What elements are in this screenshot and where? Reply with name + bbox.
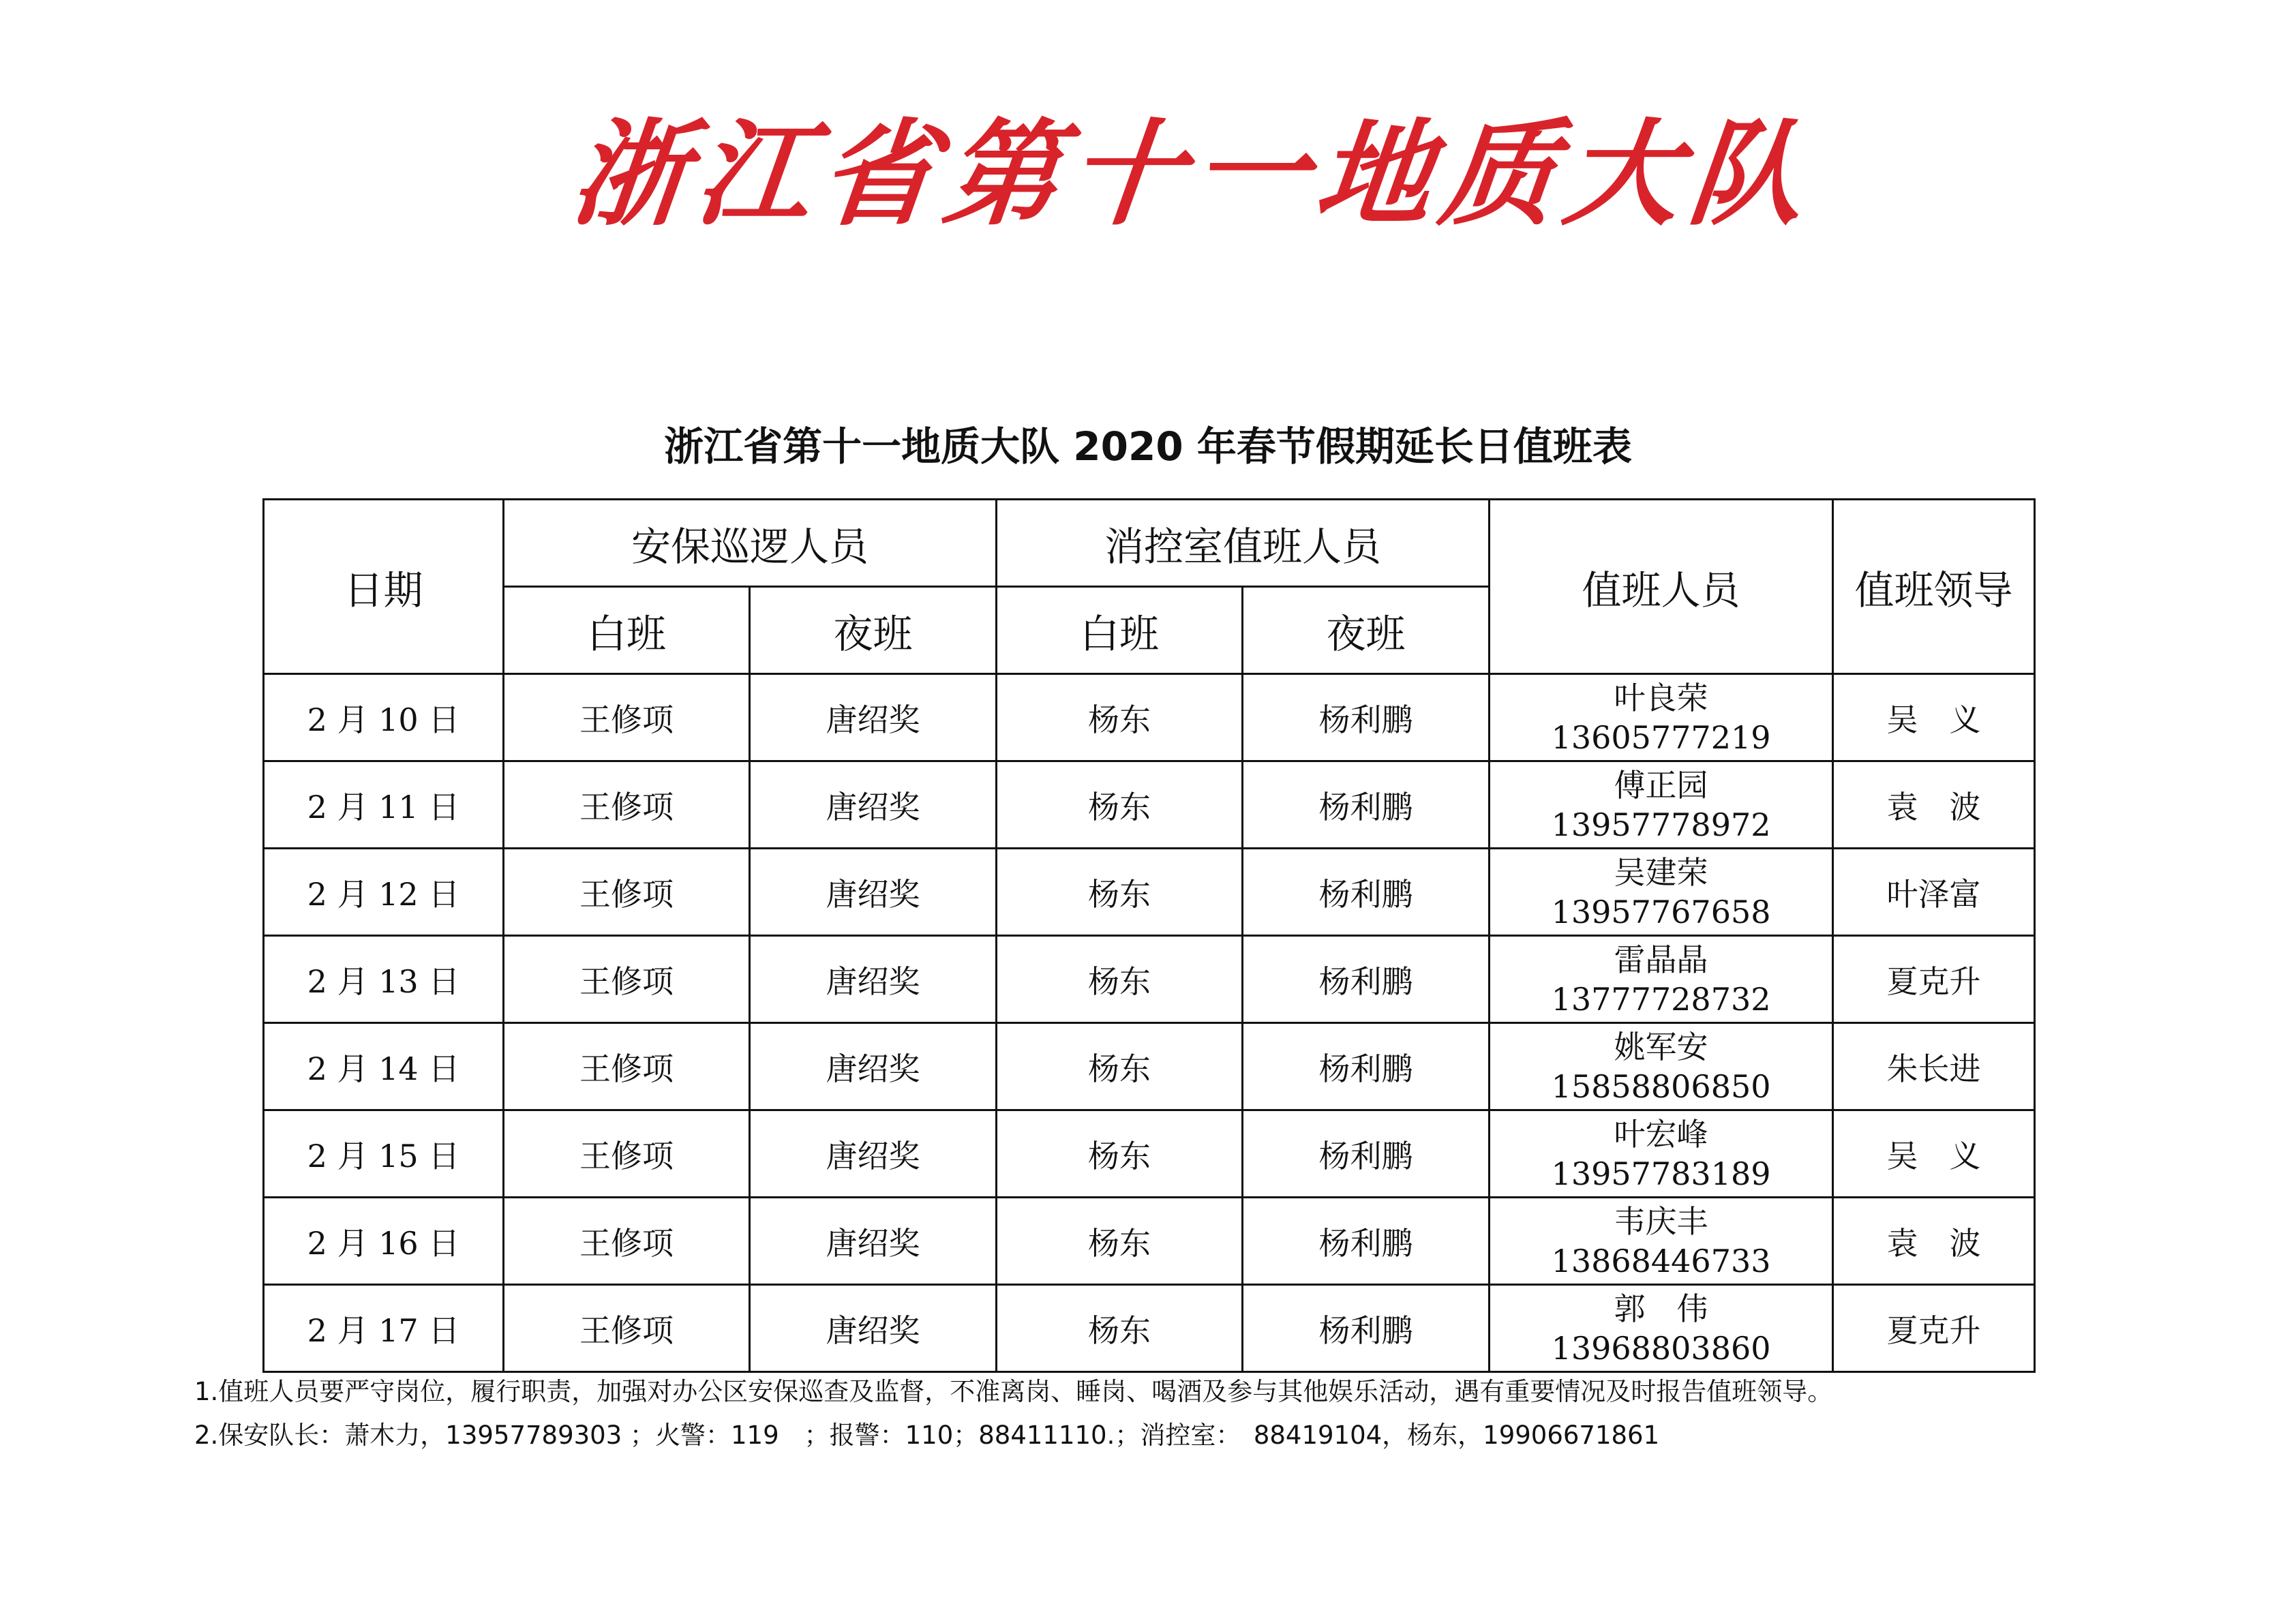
duty-leader-cell: 叶泽富 xyxy=(1833,849,2035,936)
patrol-night-cell: 唐绍奖 xyxy=(750,849,997,936)
note-1: 1.值班人员要严守岗位，履行职责，加强对办公区安保巡查及监督，不准离岗、睡岗、喝酒及参与其他娱乐活动，遇有重要情况及时报告值班领导。 xyxy=(194,1377,1833,1406)
patrol-day-cell: 王修项 xyxy=(504,761,750,849)
duty-leader-cell: 夏克升 xyxy=(1833,936,2035,1023)
patrol-day-cell: 王修项 xyxy=(504,674,750,761)
patrol-night-cell: 唐绍奖 xyxy=(750,1198,997,1285)
footnotes xyxy=(194,1370,2103,1457)
patrol-night-cell: 唐绍奖 xyxy=(750,1023,997,1110)
date-cell: 2 月 13 日 xyxy=(264,936,504,1023)
fire-night-cell: 杨利鹏 xyxy=(1243,849,1490,936)
duty-person-name: 韦庆丰 xyxy=(1614,1202,1708,1240)
date-cell: 2 月 10 日 xyxy=(264,674,504,761)
header-fire-day-shift: 白班 xyxy=(997,587,1243,674)
fire-day-cell: 杨东 xyxy=(997,1285,1243,1372)
date-cell: 2 月 15 日 xyxy=(264,1110,504,1198)
fire-night-cell: 杨利鹏 xyxy=(1243,936,1490,1023)
duty-person-name: 雷晶晶 xyxy=(1614,941,1708,978)
duty-person-cell xyxy=(1490,936,1833,1023)
duty-leader-cell: 吴 义 xyxy=(1833,1110,2035,1198)
table-row xyxy=(264,1198,2035,1285)
duty-leader-cell: 夏克升 xyxy=(1833,1285,2035,1372)
duty-person-phone: 13605777219 xyxy=(1551,718,1771,756)
date-cell: 2 月 14 日 xyxy=(264,1023,504,1110)
header-fire-control-group: 消控室值班人员 xyxy=(997,500,1490,587)
patrol-night-cell: 唐绍奖 xyxy=(750,674,997,761)
patrol-night-cell: 唐绍奖 xyxy=(750,1285,997,1372)
duty-person-cell xyxy=(1490,1110,1833,1198)
fire-day-cell: 杨东 xyxy=(997,761,1243,849)
duty-leader-cell: 吴 义 xyxy=(1833,674,2035,761)
header-fire-night-shift: 夜班 xyxy=(1243,587,1490,674)
date-cell: 2 月 16 日 xyxy=(264,1198,504,1285)
header-patrol-group: 安保巡逻人员 xyxy=(504,500,997,587)
fire-day-cell: 杨东 xyxy=(997,936,1243,1023)
fire-night-cell: 杨利鹏 xyxy=(1243,1110,1490,1198)
table-row xyxy=(264,936,2035,1023)
fire-night-cell: 杨利鹏 xyxy=(1243,1285,1490,1372)
patrol-day-cell: 王修项 xyxy=(504,1023,750,1110)
duty-leader-cell: 袁 波 xyxy=(1833,761,2035,849)
header-date: 日期 xyxy=(264,500,504,674)
patrol-day-cell: 王修项 xyxy=(504,1198,750,1285)
duty-person-name: 郭 伟 xyxy=(1614,1290,1708,1327)
duty-roster-table xyxy=(262,498,2036,1373)
patrol-night-cell: 唐绍奖 xyxy=(750,1110,997,1198)
duty-person-phone: 13868446733 xyxy=(1551,1242,1771,1279)
duty-person-phone: 13968803860 xyxy=(1551,1329,1771,1367)
duty-person-cell xyxy=(1490,761,1833,849)
duty-person-cell xyxy=(1490,1198,1833,1285)
duty-person-name: 叶良荣 xyxy=(1614,679,1708,716)
duty-person-cell xyxy=(1490,1285,1833,1372)
duty-person-phone: 13957778972 xyxy=(1551,806,1771,843)
table-row xyxy=(264,1285,2035,1372)
duty-leader-cell: 朱长进 xyxy=(1833,1023,2035,1110)
header-patrol-night-shift: 夜班 xyxy=(750,587,997,674)
patrol-day-cell: 王修项 xyxy=(504,1285,750,1372)
duty-person-name: 叶宏峰 xyxy=(1614,1115,1708,1153)
fire-night-cell: 杨利鹏 xyxy=(1243,1198,1490,1285)
duty-person-phone: 13957783189 xyxy=(1551,1155,1771,1192)
duty-person-cell xyxy=(1490,674,1833,761)
fire-day-cell: 杨东 xyxy=(997,674,1243,761)
table-row xyxy=(264,674,2035,761)
fire-day-cell: 杨东 xyxy=(997,1198,1243,1285)
duty-person-name: 吴建荣 xyxy=(1614,853,1708,891)
patrol-day-cell: 王修项 xyxy=(504,849,750,936)
duty-person-phone: 13777728732 xyxy=(1551,980,1771,1018)
header-duty-leader: 值班领导 xyxy=(1833,500,2035,674)
date-cell: 2 月 12 日 xyxy=(264,849,504,936)
header-patrol-day-shift: 白班 xyxy=(504,587,750,674)
duty-person-name: 傅正园 xyxy=(1614,766,1708,804)
fire-night-cell: 杨利鹏 xyxy=(1243,674,1490,761)
patrol-night-cell: 唐绍奖 xyxy=(750,936,997,1023)
header-duty-person: 值班人员 xyxy=(1490,500,1833,674)
letterhead-logo: 浙江省第十一地质大队 xyxy=(565,106,1821,241)
fire-day-cell: 杨东 xyxy=(997,1023,1243,1110)
patrol-day-cell: 王修项 xyxy=(504,1110,750,1198)
table-row xyxy=(264,1023,2035,1110)
table-row xyxy=(264,761,2035,849)
patrol-night-cell: 唐绍奖 xyxy=(750,761,997,849)
date-cell: 2 月 11 日 xyxy=(264,761,504,849)
fire-day-cell: 杨东 xyxy=(997,849,1243,936)
date-cell: 2 月 17 日 xyxy=(264,1285,504,1372)
table-row xyxy=(264,1110,2035,1198)
note-2: 2.保安队长：萧木力，13957789303 ；火警：119 ；报警：110；88411110.；消控室： 88419104，杨东，19906671861 xyxy=(194,1421,1660,1450)
fire-night-cell: 杨利鹏 xyxy=(1243,761,1490,849)
document-title: 浙江省第十一地质大队 2020 年春节假期延长日值班表 xyxy=(664,423,1632,470)
table-row xyxy=(264,849,2035,936)
duty-leader-cell: 袁 波 xyxy=(1833,1198,2035,1285)
duty-person-phone: 15858806850 xyxy=(1551,1067,1771,1105)
fire-day-cell: 杨东 xyxy=(997,1110,1243,1198)
duty-person-name: 姚军安 xyxy=(1614,1028,1708,1065)
duty-person-cell xyxy=(1490,1023,1833,1110)
header-row-1 xyxy=(264,500,2035,587)
duty-person-phone: 13957767658 xyxy=(1551,893,1771,930)
duty-person-cell xyxy=(1490,849,1833,936)
fire-night-cell: 杨利鹏 xyxy=(1243,1023,1490,1110)
patrol-day-cell: 王修项 xyxy=(504,936,750,1023)
